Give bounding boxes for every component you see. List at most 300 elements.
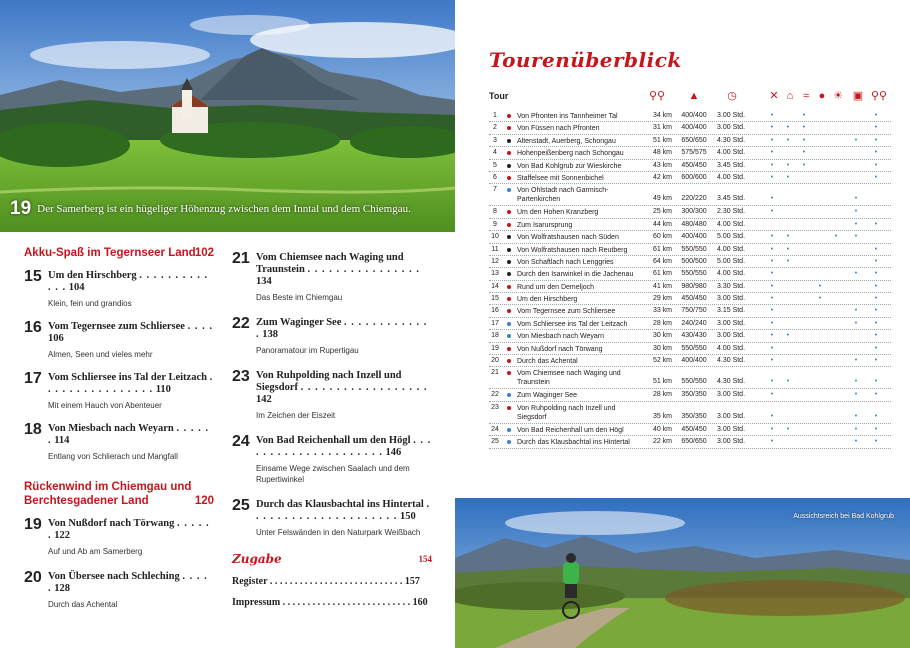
region-dot-icon: [507, 188, 511, 192]
feature-marker: •: [874, 270, 878, 278]
tour-title: Vom Schliersee ins Tal der Leitzach . . . . . . . . . . . . . . . . 110: [48, 372, 214, 395]
tour-distance: 64 km: [652, 257, 672, 265]
tour-name: Um den Hohen Kranzberg: [517, 209, 599, 217]
tour-duration: 4.00 Std.: [717, 270, 746, 278]
region-dot-icon: [507, 347, 511, 351]
feature-marker: •: [854, 412, 858, 420]
tour-number: 15: [24, 268, 42, 285]
section-page: 120: [194, 495, 214, 507]
tour-elevation: 400/400: [681, 124, 707, 132]
toc-entry-24[interactable]: [232, 435, 432, 485]
tour-name: Zum Isarursprung: [517, 221, 573, 229]
tour-distance: 61 km: [652, 245, 672, 253]
tour-elevation: 350/350: [681, 412, 707, 420]
tour-duration: 3.00 Std.: [717, 332, 746, 340]
feature-marker: •: [770, 124, 774, 132]
tour-name: Durch das Klausbachtal ins Hintertal: [517, 439, 630, 447]
bus-icon: ▣: [852, 90, 864, 102]
feature-marker: •: [854, 220, 858, 228]
feature-marker: •: [854, 136, 858, 144]
table-row: [489, 135, 891, 147]
tour-distance: 48 km: [652, 149, 672, 157]
tools-icon: ✕: [769, 90, 779, 102]
tour-subtitle: Unter Felswänden in den Naturpark Weißbach: [256, 528, 421, 537]
feature-marker: •: [770, 161, 774, 169]
tour-elevation: 750/750: [681, 307, 707, 315]
feature-marker: •: [874, 344, 878, 352]
tour-distance: 34 km: [652, 112, 672, 119]
tour-number: 20: [24, 569, 42, 586]
tour-duration: 3.00 Std.: [717, 295, 746, 303]
tour-name: Von Ruhpolding nach Inzell und Siegsdorf: [517, 404, 616, 421]
kohlgrub-photo: [455, 498, 910, 648]
region-dot-icon: [507, 210, 511, 214]
tour-duration: 4.00 Std.: [717, 344, 746, 352]
tour-duration: 4.30 Std.: [717, 357, 746, 365]
table-row: [489, 305, 891, 317]
tour-elevation: 500/500: [681, 257, 707, 265]
tour-title: Von Nußdorf nach Törwang . . . . . . 122: [48, 518, 210, 541]
region-dot-icon: [507, 440, 511, 444]
tour-distance: 52 km: [652, 357, 672, 365]
feature-marker: •: [874, 173, 878, 181]
feature-marker: •: [770, 233, 774, 241]
table-row: [489, 244, 891, 256]
tour-name: Von Nußdorf nach Törwang: [517, 345, 603, 353]
feature-marker: •: [770, 344, 774, 352]
feature-marker: •: [854, 391, 858, 399]
toc-entry-18[interactable]: [24, 423, 214, 462]
tour-duration: 5.00 Std.: [717, 257, 746, 265]
tour-elevation: 350/350: [681, 391, 707, 399]
tour-number: 18: [491, 332, 499, 340]
tour-duration: 4.00 Std.: [717, 149, 746, 157]
tour-elevation: 450/450: [681, 161, 707, 169]
tour-number: 25: [232, 497, 250, 514]
tour-distance: 40 km: [652, 425, 672, 433]
feature-marker: •: [854, 438, 858, 446]
tour-number: 6: [493, 173, 497, 181]
tour-distance: 61 km: [652, 270, 672, 278]
table-row: [489, 110, 891, 122]
feature-marker: •: [854, 208, 858, 216]
feature-marker: •: [874, 438, 878, 446]
feature-marker: •: [874, 220, 878, 228]
feature-marker: •: [786, 257, 790, 265]
table-row: [489, 122, 891, 134]
feature-marker: •: [770, 357, 774, 365]
tour-number: 21: [232, 250, 250, 267]
feature-marker: •: [854, 319, 858, 327]
tour-elevation: 430/430: [681, 332, 707, 340]
caption-text: Der Samerberg ist ein hügeliger Höhenzug zwischen dem Inntal und dem Chiemgau.: [37, 203, 411, 215]
tour-number: 1: [493, 112, 497, 119]
tour-name: Von Bad Reichenhall um den Högl: [517, 426, 624, 434]
tour-elevation: 480/480: [681, 220, 707, 228]
contents-column-2: [232, 252, 432, 608]
region-dot-icon: [507, 393, 511, 397]
tour-elevation: 550/550: [681, 344, 707, 352]
tour-number: 21: [491, 369, 499, 377]
tour-number: 11: [491, 245, 499, 253]
tour-name: Von Wolfratshausen nach Süden: [517, 234, 619, 242]
feature-marker: •: [770, 391, 774, 399]
tour-name: Hohenpeißenberg nach Schongau: [517, 150, 624, 158]
tour-elevation: 550/550: [681, 378, 707, 386]
region-dot-icon: [507, 334, 511, 338]
region-dot-icon: [507, 126, 511, 130]
table-row: [489, 293, 891, 305]
toc-entry-20[interactable]: [24, 571, 214, 610]
region-dot-icon: [507, 151, 511, 155]
tour-title: Von Übersee nach Schleching . . . . . 128: [48, 571, 208, 594]
toc-register[interactable]: Register . . . . . . . . . . . . . . . . . . . . . . . . . . . 157: [232, 576, 420, 587]
tour-duration: 3.00 Std.: [717, 412, 746, 420]
tour-name: Von Wolfratshausen nach Reutberg: [517, 246, 628, 254]
table-row: [489, 355, 891, 367]
region-dot-icon: [507, 223, 511, 227]
feature-marker: •: [770, 425, 774, 433]
tour-elevation: 575/575: [681, 149, 707, 157]
region-dot-icon: [507, 114, 511, 118]
tour-number: 19: [24, 516, 42, 533]
tour-subtitle: Das Beste im Chiemgau: [256, 293, 343, 302]
tour-subtitle: Panoramatour im Rupertigau: [256, 346, 359, 355]
tour-elevation: 600/600: [681, 173, 707, 181]
tour-subtitle: Mit einem Hauch von Abenteuer: [48, 401, 162, 410]
feature-marker: •: [786, 245, 790, 253]
zugabe-heading[interactable]: [232, 552, 432, 566]
tour-number: 15: [491, 295, 499, 303]
tour-number: 20: [491, 357, 499, 365]
tour-duration: 4.00 Std.: [717, 245, 746, 253]
region-dot-icon: [507, 248, 511, 252]
table-row: [489, 343, 891, 355]
feature-marker: •: [786, 233, 790, 241]
tour-distance: 31 km: [652, 124, 672, 132]
feature-marker: •: [874, 391, 878, 399]
toc-entry-21[interactable]: [232, 252, 432, 303]
feature-marker: •: [802, 112, 806, 119]
table-row: [489, 172, 891, 184]
tour-elevation: 240/240: [681, 319, 707, 327]
region-dot-icon: [507, 359, 511, 363]
table-row: [489, 219, 891, 231]
table-row: [489, 184, 891, 206]
feature-marker: •: [874, 136, 878, 144]
tour-number: 10: [491, 233, 499, 241]
toc-entry-16[interactable]: [24, 321, 214, 360]
feature-marker: •: [770, 295, 774, 303]
section-page: 102: [194, 247, 214, 259]
tour-distance: 49 km: [652, 195, 672, 203]
tour-name: Durch den Isarwinkel in die Jachenau: [517, 271, 634, 279]
tour-title: Um den Hirschberg . . . . . . . . . . . . . 104: [48, 270, 209, 293]
tour-duration: 3.45 Std.: [717, 195, 746, 203]
tour-name: Von Miesbach nach Weyarn: [517, 333, 605, 341]
region-dot-icon: [507, 235, 511, 239]
feature-marker: •: [854, 357, 858, 365]
tour-name: Zum Waginger See: [517, 392, 578, 400]
tour-number: 24: [232, 433, 250, 450]
region-dot-icon: [507, 272, 511, 276]
zugabe-title: Zugabe: [232, 552, 282, 566]
tour-duration: 4.00 Std.: [717, 173, 746, 181]
tour-title: Von Miesbach nach Weyarn . . . . . . 114: [48, 423, 209, 446]
swim-icon: ≈: [802, 90, 810, 102]
tour-number: 8: [493, 208, 497, 216]
tour-elevation: 550/550: [681, 270, 707, 278]
toc-entry-17[interactable]: [24, 372, 214, 411]
feature-marker: •: [770, 149, 774, 157]
tour-duration: 3.15 Std.: [717, 307, 746, 315]
tour-elevation: 400/400: [681, 357, 707, 365]
toc-entry-15[interactable]: [24, 270, 214, 309]
tour-distance: 41 km: [652, 282, 672, 290]
table-row: [489, 389, 891, 401]
feature-marker: •: [770, 257, 774, 265]
region-dot-icon: [507, 260, 511, 264]
tour-duration: 3.00 Std.: [717, 112, 746, 119]
tour-name: Um den Hirschberg: [517, 296, 578, 304]
tour-subtitle: Im Zeichen der Eiszeit: [256, 411, 336, 420]
tour-elevation: 400/400: [681, 112, 707, 119]
tour-distance: 28 km: [652, 319, 672, 327]
tour-distance: 30 km: [652, 332, 672, 340]
feature-marker: •: [770, 270, 774, 278]
tour-column-header: Tour: [489, 91, 509, 101]
region-dot-icon: [507, 164, 511, 168]
food-icon: ●: [818, 90, 826, 102]
tour-number: 4: [493, 149, 497, 157]
tour-distance: 60 km: [652, 233, 672, 241]
table-row: [489, 367, 891, 389]
tour-number: 25: [491, 438, 499, 446]
feature-marker: •: [874, 357, 878, 365]
feature-marker: •: [802, 124, 806, 132]
tour-name: Altenstadt, Auerberg, Schongau: [517, 137, 616, 145]
tour-subtitle: Auf und Ab am Samerberg: [48, 547, 143, 556]
feature-marker: •: [874, 425, 878, 433]
section-title: Rückenwind im Chiemgau und Berchtesgadener Land: [24, 481, 192, 507]
tour-name: Vom Chiemsee nach Waging und Traunstein: [517, 370, 621, 387]
samerberg-photo: [0, 0, 455, 232]
tour-distance: 51 km: [652, 378, 672, 386]
feature-marker: •: [818, 282, 822, 290]
tour-name: Vom Schliersee ins Tal der Leitzach: [517, 320, 628, 328]
tour-name: Von Schaftlach nach Lenggries: [517, 258, 614, 266]
table-row: [489, 231, 891, 243]
tour-number: 16: [24, 319, 42, 336]
table-row: [489, 206, 891, 218]
tour-elevation: 220/220: [681, 195, 707, 203]
feature-marker: •: [770, 282, 774, 290]
zugabe-page: 154: [418, 554, 432, 564]
tour-number: 17: [24, 370, 42, 387]
tour-number: 12: [491, 257, 499, 265]
tour-duration: 4.00 Std.: [717, 220, 746, 228]
tour-elevation: 550/550: [681, 245, 707, 253]
toc-entry-25[interactable]: [232, 499, 432, 538]
tour-subtitle: Einsame Wege zwischen Saalach und dem Rupertiwinkel: [256, 464, 410, 484]
sun-icon: ☀: [833, 90, 843, 102]
feature-marker: •: [786, 124, 790, 132]
tour-title: Von Bad Reichenhall um den Högl . . . . . . . . . . . . . . . . . . . . . 146: [256, 435, 432, 458]
feature-marker: •: [802, 161, 806, 169]
tour-number: 17: [491, 319, 499, 327]
region-dot-icon: [507, 309, 511, 313]
tour-number: 3: [493, 136, 497, 144]
tour-distance: 42 km: [652, 173, 672, 181]
feature-marker: •: [854, 270, 858, 278]
feature-marker: •: [770, 438, 774, 446]
table-row: [489, 147, 891, 159]
feature-marker: •: [874, 124, 878, 132]
tour-duration: 3.00 Std.: [717, 425, 746, 433]
toc-entry-19[interactable]: [24, 518, 214, 557]
table-row: [489, 436, 891, 448]
tour-elevation: 650/650: [681, 136, 707, 144]
feature-marker: •: [834, 233, 838, 241]
tour-duration: 3.00 Std.: [717, 438, 746, 446]
feature-marker: •: [874, 245, 878, 253]
tour-distance: 43 km: [652, 161, 672, 169]
tour-number: 23: [491, 403, 499, 411]
table-row: [489, 330, 891, 342]
region-dot-icon: [507, 297, 511, 301]
feature-marker: •: [770, 332, 774, 340]
feature-marker: •: [854, 307, 858, 315]
tour-number: 22: [232, 315, 250, 332]
region-dot-icon: [507, 371, 511, 375]
feature-marker: •: [786, 173, 790, 181]
tour-distance: 28 km: [652, 391, 672, 399]
feature-marker: •: [770, 112, 774, 119]
feature-marker: •: [770, 412, 774, 420]
tour-number: 18: [24, 421, 42, 438]
region-dot-icon: [507, 285, 511, 289]
feature-marker: •: [854, 425, 858, 433]
region-dot-icon: [507, 322, 511, 326]
feature-marker: •: [874, 282, 878, 290]
feature-marker: •: [786, 378, 790, 386]
feature-marker: •: [770, 319, 774, 327]
tour-name: Von Bad Kohlgrub zur Wieskirche: [517, 162, 622, 170]
table-row: [489, 424, 891, 436]
tour-number: 19: [491, 344, 499, 352]
overview-title: Tourenüberblick: [489, 48, 682, 72]
tour-duration: 3.00 Std.: [717, 391, 746, 399]
feature-marker: •: [786, 161, 790, 169]
region-dot-icon: [507, 428, 511, 432]
section-heading-tegernsee: [24, 246, 214, 260]
toc-impressum[interactable]: Impressum . . . . . . . . . . . . . . . . . . . . . . . . . . 160: [232, 597, 428, 608]
tour-elevation: 450/450: [681, 295, 707, 303]
tour-distance: 51 km: [652, 136, 672, 144]
clock-icon: ◷: [727, 90, 737, 102]
feature-marker: •: [874, 112, 878, 119]
tour-number: 16: [491, 307, 499, 315]
tour-name: Durch das Achental: [517, 358, 578, 366]
toc-entry-23[interactable]: [232, 370, 432, 421]
tour-name: Von Füssen nach Pfronten: [517, 125, 600, 133]
overview-table-header: [489, 88, 891, 106]
feature-marker: •: [874, 257, 878, 265]
feature-marker: •: [770, 195, 774, 203]
feature-marker: •: [874, 307, 878, 315]
feature-marker: •: [854, 233, 858, 241]
table-row: [489, 160, 891, 172]
tour-subtitle: Almen, Seen und vieles mehr: [48, 350, 153, 359]
tour-subtitle: Klein, fein und grandios: [48, 299, 132, 308]
bicycle-distance-icon: ⚲⚲: [649, 90, 666, 102]
tour-duration: 4.30 Std.: [717, 136, 746, 144]
tour-distance: 25 km: [652, 208, 672, 216]
table-row: [489, 256, 891, 268]
mountain-icon: ▲: [688, 90, 700, 102]
ebike-icon: ⚲⚲: [871, 90, 888, 102]
section-heading-chiemgau: [24, 480, 214, 508]
feature-marker: •: [874, 332, 878, 340]
tour-number: 24: [491, 425, 499, 433]
feature-marker: •: [786, 332, 790, 340]
section-title: Akku-Spaß im Tegernseer Land: [24, 247, 196, 259]
tour-title: Vom Chiemsee nach Waging und Traunstein . . . . . . . . . . . . . . . . 134: [256, 252, 420, 287]
feature-marker: •: [802, 136, 806, 144]
tour-name: Von Ohlstadt nach Garmisch-Partenkirchen: [517, 187, 609, 204]
feature-marker: •: [874, 378, 878, 386]
tour-number: 5: [493, 161, 497, 169]
table-row: [489, 281, 891, 293]
feature-marker: •: [874, 319, 878, 327]
tour-distance: 29 km: [652, 295, 672, 303]
feature-marker: •: [874, 149, 878, 157]
tour-duration: 5.00 Std.: [717, 233, 746, 241]
tour-elevation: 650/650: [681, 438, 707, 446]
tour-name: Staffelsee mit Sonnenbichel: [517, 174, 604, 182]
tour-number: 7: [493, 186, 497, 194]
feature-marker: •: [854, 378, 858, 386]
tour-elevation: 980/980: [681, 282, 707, 290]
region-dot-icon: [507, 139, 511, 143]
photo-caption: [10, 198, 411, 220]
feature-marker: •: [770, 136, 774, 144]
tour-number: 2: [493, 124, 497, 132]
tour-name: Rund um den Demeljoch: [517, 283, 595, 291]
feature-marker: •: [770, 208, 774, 216]
right-page: [455, 0, 910, 648]
feature-marker: •: [874, 295, 878, 303]
feature-marker: •: [874, 412, 878, 420]
tour-duration: 3.00 Std.: [717, 124, 746, 132]
feature-marker: •: [770, 245, 774, 253]
toc-entry-22[interactable]: [232, 317, 432, 356]
tour-title: Durch das Klausbachtal ins Hintertal . . . . . . . . . . . . . . . . . . . . . 150: [256, 499, 431, 522]
feature-marker: •: [770, 378, 774, 386]
overview-table: [489, 110, 891, 449]
table-row: [489, 268, 891, 280]
tour-number: 23: [232, 368, 250, 385]
photo2-caption: Aussichtsreich bei Bad Kohlgrub: [793, 513, 894, 520]
feature-marker: •: [818, 295, 822, 303]
tour-name: Von Pfronten ins Tannheimer Tal: [517, 113, 618, 120]
tour-number: 22: [491, 391, 499, 399]
region-dot-icon: [507, 406, 511, 410]
tour-distance: 33 km: [652, 307, 672, 315]
feature-marker: •: [770, 307, 774, 315]
museum-icon: ⌂: [786, 90, 794, 102]
table-row: [489, 318, 891, 330]
